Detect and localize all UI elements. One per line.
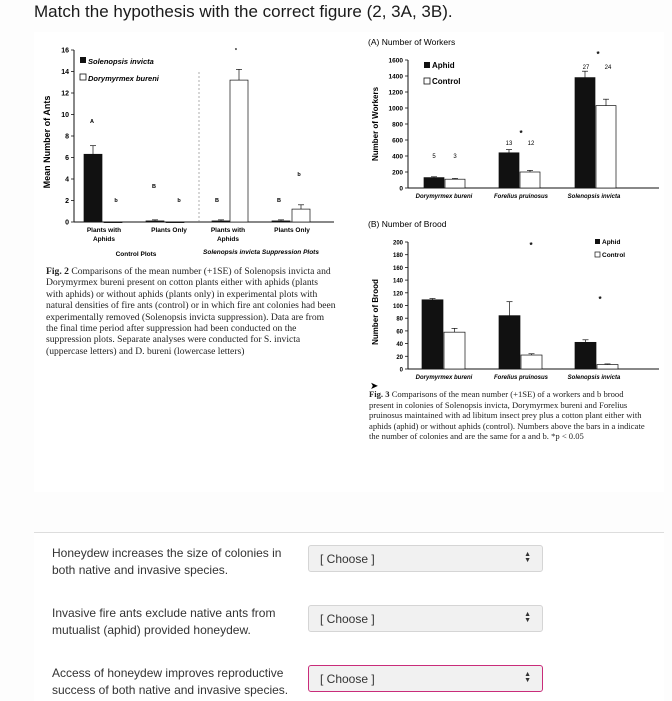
fig3b-bar — [499, 316, 520, 369]
question-text-3: Access of honeydew improves reproductive success of both native and invasive species. — [52, 666, 289, 697]
fig2-tick-label: 12 — [61, 90, 69, 98]
fig2-legend-swatch-2 — [80, 74, 86, 80]
fig3b-category-label: Dorymyrmex bureni — [415, 375, 473, 381]
fig2-tick-label: 2 — [65, 198, 69, 205]
fig2-bar — [292, 209, 310, 222]
fig3b-bar — [444, 332, 465, 369]
fig3a-legend-swatch-2 — [424, 78, 430, 84]
fig3b-tick-label: 180 — [392, 253, 403, 260]
answer-select-1[interactable] — [308, 545, 543, 572]
fig3b-legend-swatch-2 — [595, 252, 600, 257]
fig3a-significance-star: * — [596, 50, 600, 59]
chevron-updown-icon: ▲ ▼ — [524, 551, 531, 564]
fig3b-bar — [521, 355, 542, 369]
fig3b-significance-star: * — [529, 241, 533, 250]
fig3a-category-label: Forelius pruinosus — [493, 194, 549, 200]
fig3a-tick-label: 1000 — [388, 105, 403, 113]
fig3a-bar — [520, 172, 540, 188]
fig2-annotation: B — [277, 198, 281, 204]
fig2-bar — [84, 154, 102, 222]
fig3b-arrow-icon: ➤ — [370, 381, 379, 392]
question-panel — [34, 532, 664, 701]
fig3b-tick-label: 40 — [396, 342, 403, 349]
fig2-xlabel-2: Plants Only — [151, 227, 187, 234]
page-title: Match the hypothesis with the correct figure (2, 3A, 3B). — [34, 2, 453, 21]
fig3-caption-label: Fig. 3 — [369, 389, 390, 399]
fig3a-tick-label: 0 — [399, 185, 403, 193]
answer-select-3-value: [ Choose ] — [320, 672, 375, 686]
fig3b-legend-1: Aphid — [602, 239, 621, 246]
fig3b-category-label: Forelius pruinosus — [493, 375, 549, 381]
fig3b-bar — [597, 365, 618, 369]
fig3b-bar — [575, 342, 596, 369]
fig2-group-label-1: Control Plots — [115, 251, 157, 258]
fig2-caption — [46, 266, 336, 357]
fig3a-tick-label: 800 — [392, 121, 403, 129]
fig2-tick-label: 4 — [65, 176, 69, 184]
fig2-y-axis-label: Mean Number of Ants — [42, 95, 52, 189]
fig2-chart — [42, 48, 334, 259]
fig2-tick-label: 6 — [65, 155, 69, 162]
fig3a-bar — [596, 106, 616, 188]
fig3b-category-label: Solenopsis invicta — [567, 375, 621, 381]
fig3a-category-label: Dorymyrmex bureni — [415, 194, 473, 200]
fig3a-tick-label: 1200 — [388, 89, 403, 97]
fig2-annotation: b — [297, 172, 301, 178]
fig2-legend-2: Dorymyrmex bureni — [88, 74, 159, 83]
fig3a-legend-1: Aphid — [432, 61, 455, 70]
answer-select-2-value: [ Choose ] — [320, 612, 375, 626]
fig3b-bar — [422, 300, 443, 369]
fig2-bar — [166, 222, 184, 223]
question-text-2: Invasive fire ants exclude native ants from mutualist (aphid) provided honeydew. — [52, 606, 276, 637]
fig3a-bar-note: 24 — [604, 65, 612, 71]
fig2-annotation: * — [234, 48, 238, 54]
fig3a-bar-note: 13 — [505, 141, 513, 147]
fig3a-bar-note: 5 — [432, 154, 436, 160]
fig3b-significance-star: * — [598, 295, 602, 304]
fig3a-bar — [424, 178, 444, 188]
answer-select-3[interactable] — [308, 665, 543, 692]
fig3a-bar-note: 12 — [527, 141, 535, 147]
fig3a-bar — [499, 153, 519, 188]
fig3b-tick-label: 20 — [396, 354, 403, 361]
fig2-xlabel-1a: Plants with — [86, 227, 122, 234]
fig3b-title: (B) Number of Brood — [368, 219, 447, 229]
fig2-annotation: b — [114, 198, 118, 204]
fig3a-title: (A) Number of Workers — [368, 37, 456, 47]
fig3a-legend-swatch-1 — [424, 62, 430, 68]
fig3b-tick-label: 120 — [392, 291, 403, 298]
fig3b-tick-label: 60 — [396, 329, 403, 336]
fig2-xlabel-4: Plants Only — [274, 227, 310, 234]
fig3b-legend-swatch-1 — [595, 239, 600, 244]
fig3a-category-label: Solenopsis invicta — [567, 194, 621, 200]
fig2-annotation: A — [90, 119, 94, 125]
fig2-caption-text: Comparisons of the mean number (+1SE) of Solenopsis invicta and Dorymyrmex bureni present on cotton plants either with aphids (plants with aphids) or without aphids (plants only) in experimental plots with natural densities of fire ants (control) or in which fire ant colonies had been experimentally removed (Solenopsis invicta suppression). Data are from the final time period after suppression had been conducted on the suppression plots. Separate analyses were conducted for S. invicta (uppercase letters) and D. bureni (lowercase letters) — [46, 266, 336, 357]
fig2-bar — [230, 80, 248, 222]
fig3a-tick-label: 400 — [392, 153, 403, 161]
fig2-caption-label: Fig. 2 — [46, 266, 69, 277]
fig3b-tick-label: 80 — [396, 316, 403, 323]
fig3a-tick-label: 1400 — [388, 73, 403, 81]
fig2-xlabel-3a: Plants with — [210, 227, 246, 234]
fig3b-tick-label: 160 — [392, 265, 403, 272]
fig3a-bar-note: 27 — [582, 65, 590, 71]
fig3b-y-axis-label: Number of Brood — [371, 279, 380, 345]
fig2-tick-label: 0 — [65, 219, 69, 227]
chevron-updown-icon: ▲ ▼ — [524, 611, 531, 624]
fig3b-chart — [368, 219, 659, 392]
fig2-tick-label: 8 — [65, 133, 69, 141]
fig2-annotation: B — [152, 184, 156, 190]
fig2-annotation: B — [215, 198, 219, 204]
fig3b-legend-2: Control — [602, 252, 626, 259]
fig2-annotation: b — [177, 198, 181, 204]
fig3a-legend-2: Control — [432, 77, 461, 86]
fig2-legend-swatch-1 — [80, 57, 86, 63]
fig2-legend-1: Solenopsis invicta — [88, 57, 154, 66]
fig2-tick-label: 16 — [61, 47, 69, 55]
fig3a-significance-star: * — [519, 129, 523, 138]
fig3b-tick-label: 0 — [399, 367, 403, 374]
fig3a-tick-label: 1600 — [388, 57, 403, 65]
fig3b-tick-label: 140 — [392, 278, 403, 285]
question-text-1: Honeydew increases the size of colonies in both native and invasive species. — [52, 546, 282, 577]
fig2-bar — [146, 221, 164, 222]
answer-select-1-value: [ Choose ] — [320, 552, 375, 566]
fig2-xlabel-1b: Aphids — [92, 236, 116, 243]
chevron-updown-icon: ▲ ▼ — [524, 671, 531, 684]
fig2-bar — [212, 221, 230, 222]
fig2-bar — [104, 222, 122, 223]
fig3b-tick-label: 200 — [392, 240, 403, 247]
fig3b-tick-label: 100 — [392, 304, 403, 310]
fig3a-tick-label: 200 — [392, 169, 403, 177]
fig2-xlabel-3b: Aphids — [216, 236, 240, 243]
fig2-tick-label: 14 — [61, 69, 69, 76]
fig2-tick-label: 10 — [61, 112, 69, 119]
answer-select-2[interactable] — [308, 605, 543, 632]
fig3a-bar-note: 3 — [453, 154, 457, 160]
fig3a-bar — [575, 78, 595, 188]
fig3a-chart — [368, 37, 659, 200]
fig2-bar — [272, 221, 290, 222]
fig3a-y-axis-label: Number of Workers — [371, 86, 380, 162]
fig3-caption-text: Comparisons of the mean number (+1SE) of a workers and b brood present in colonies of Solenopsis invicta, Dorymyrmex bureni and Forelius pruinosus maintained with ad libitum insect prey plus a cotton plant either with aphids (aphid) or without aphids (control). Numbers above the bars in a indicate the number of colonies and are the same for a and b. *p < 0.05 — [369, 389, 645, 442]
fig3-caption — [369, 389, 649, 442]
fig3a-bar — [445, 179, 465, 188]
fig2-group-label-2: Solenopsis invicta Suppression Plots — [203, 249, 319, 256]
fig3a-tick-label: 600 — [392, 137, 403, 145]
